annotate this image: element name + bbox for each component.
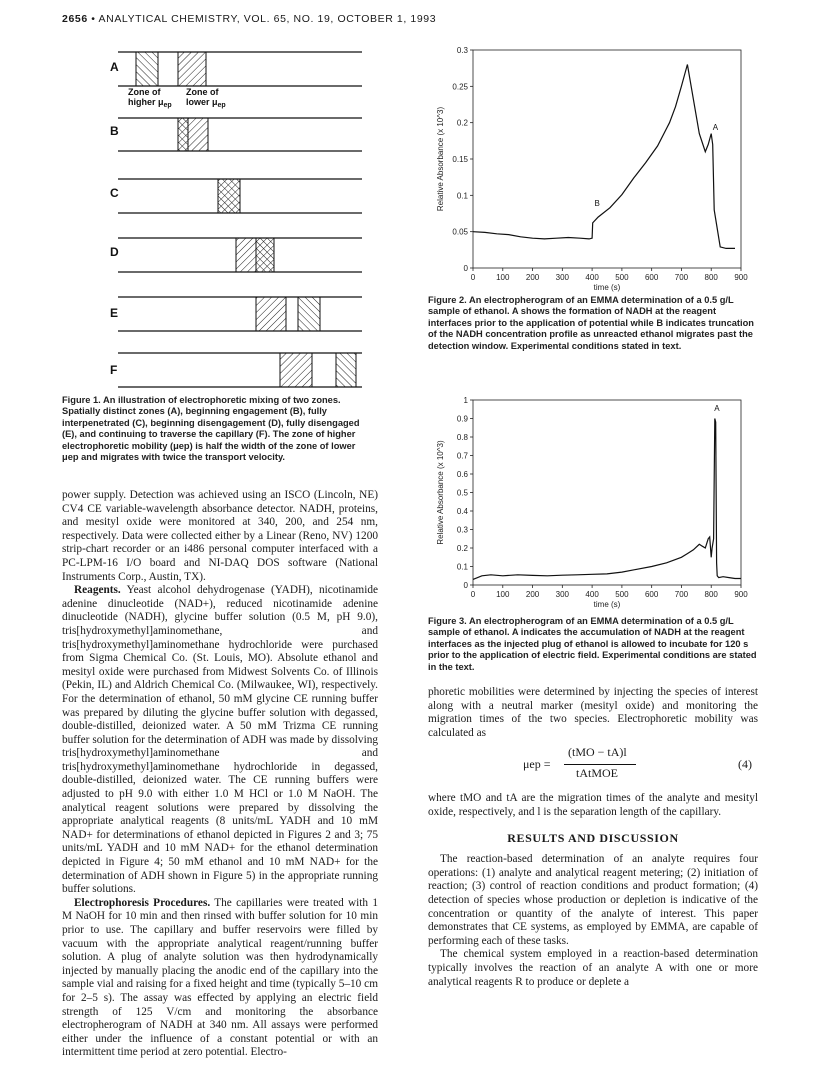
x-tick-label: 300 — [555, 273, 570, 282]
figure-3-caption-label: Figure 3. — [428, 616, 467, 626]
x-axis-label: time (s) — [593, 600, 621, 609]
capillary-f — [118, 353, 362, 387]
y-tick-label: 0.3 — [456, 525, 468, 535]
svg-text:lower μep: lower $\mu_{ep}$ — [186, 97, 226, 109]
y-tick-label: 0.7 — [456, 451, 468, 461]
capillary-c — [118, 179, 362, 213]
paragraph-where: where tMO and tA are the migration times of the analyte and mesityl oxide, respectively, and l is the separation length of the capillary. — [428, 792, 758, 818]
figure-2-caption — [428, 295, 758, 352]
journal-citation: ANALYTICAL CHEMISTRY, VOL. 65, NO. 19, OCTOBER 1, 1993 — [98, 13, 437, 25]
paragraph-reagents — [62, 584, 378, 897]
paragraph-chemical-system: The chemical system employed in a reaction-based determination typically involves the reaction of an analyte A with one or more analytical reagents R to produce or deplete a — [428, 948, 758, 988]
y-axis-label: Relative Absorbance (x 10^3) — [436, 440, 445, 545]
paragraph-detection: power supply. Detection was achieved using an ISCO (Lincoln, NE) CV4 CE variable-wavelength absorbance detector. NADH, proteins, and mesityl oxide were monitored at 340, 200, and 254 nm, respectively. Data were collected either by a Linear (Reno, NV) 1200 strip-chart recorder or an i486 personal computer interfaced with a PC-LPM-16 I/O board and NI-DAQ DOS software (National Instruments Corp., Austin, TX). — [62, 489, 378, 583]
equation-fraction-bar — [564, 764, 636, 765]
reagents-heading: Reagents. — [74, 584, 121, 597]
paragraph-procedures — [62, 897, 378, 1060]
section-heading-results: RESULTS AND DISCUSSION — [507, 830, 679, 845]
data-series-line — [473, 419, 741, 580]
annotation-label: A — [714, 404, 720, 414]
y-tick-label: 1 — [463, 396, 468, 405]
paragraph-operations: The reaction-based determination of an analyte requires four operations: (1) analyte and analytical reagent metering; (2) initiation of reaction; (3) control of reaction conditions and product formation; (4) detection of species whose production or depletion is indicative of the concentration or quantity of the analyte of interest. This paper demonstrates that CE systems, as employed by EMMA, are capable of performing each of these tasks. — [428, 853, 758, 947]
y-tick-label: 0.4 — [456, 507, 468, 516]
capillary-d — [118, 238, 362, 272]
y-tick-label: 0 — [463, 264, 468, 273]
x-tick-label: 300 — [555, 590, 570, 599]
figure-1-caption — [62, 395, 370, 463]
y-tick-label: 0 — [463, 581, 468, 590]
figure-3-chart — [428, 392, 758, 614]
equation-numerator: (tMO − tA)l — [568, 745, 627, 760]
y-tick-label: 0.05 — [452, 227, 468, 237]
reagents-text: Yeast alcohol dehydrogenase (YADH), nicotinamide adenine dinucleotide (NAD+), reduced nicotinamide adenine dinucleotide (NADH), glycine buffer solution (0.5 M, pH 9.0), tris[hydroxymethyl]aminomethane, and tris[hydroxymethyl]aminomethane hydrochloride were purchased from Sigma Chemical Co. (St. Louis, MO). Absolute ethanol and mesityl oxide were purchased from Midwest Solvents Co. of Illinois (Pekin, IL) and Aldrich Chemical Co. (Milwaukee, WI), respectively. For the determination of ethanol, 50 mM glycine CE running buffer was prepared by diluting the glycine buffer solution with degassed, double-distilled, deionized water. A 50 mM Trizma CE running buffer solution for the determination of ADH was made by dissolving tris[hydroxymethyl]aminomethane and tris[hydroxymethyl]aminomethane hydrochloride in degassed, double-distilled, deionized water. The CE running buffers were adjusted to pH 9.0 with either 1.0 M HCl or 1.0 M NaOH. The analytical reagent solutions were prepared by dissolving the appropriate analytical reagents (8 units/mL YADH and 10 mM NAD+ for determinations of ethanol depicted in Figures 2 and 3; 75 units/mL YADH and 10 mM NAD+ for the ethanol determination depicted in Figure 4; 50 mM ethanol and 10 mM NAD+ for the determination of ADH shown in Figure 5) in the appropriate running buffer solutions. — [62, 584, 378, 896]
x-tick-label: 0 — [470, 590, 476, 599]
x-tick-label: 100 — [496, 273, 510, 282]
figure-2-caption-text: An electropherogram of an EMMA determination of a 0.5 g/L sample of ethanol. A shows the formation of NADH at the reagent interfaces prior to the application of potential while B indicates truncation of the NADH concentration profile as unreacted ethanol migrates past the detection window. Experimental conditions stated in text. — [428, 295, 754, 351]
y-tick-label: 0.3 — [456, 46, 468, 55]
figure-3-caption — [428, 616, 758, 673]
capillary-b — [118, 118, 362, 151]
x-tick-label: 600 — [644, 273, 659, 282]
capillary-a — [118, 52, 362, 86]
left-column-body — [62, 489, 378, 1060]
figure-2-caption-label: Figure 2. — [428, 295, 467, 305]
y-tick-label: 0.9 — [456, 414, 468, 424]
y-tick-label: 0.2 — [456, 544, 468, 553]
y-tick-label: 0.6 — [456, 470, 468, 479]
x-tick-label: 200 — [525, 273, 540, 282]
right-column-body — [428, 686, 758, 989]
x-tick-label: 400 — [585, 590, 599, 599]
figure-2 — [428, 40, 758, 295]
y-tick-label: 0.1 — [456, 562, 468, 572]
x-tick-label: 800 — [704, 590, 718, 599]
x-tick-label: 900 — [734, 590, 748, 599]
x-tick-label: 900 — [734, 273, 748, 282]
y-tick-label: 0.5 — [456, 488, 468, 498]
capillary-e — [118, 297, 362, 331]
x-tick-label: 500 — [615, 590, 629, 599]
y-tick-label: 0.15 — [452, 155, 468, 164]
x-axis-label: time (s) — [593, 283, 621, 292]
equation-denominator: tAtMOE — [576, 766, 618, 781]
panel-letter-c: C — [110, 186, 119, 200]
panel-letter-e: E — [110, 306, 119, 320]
figure-1-diagram — [90, 40, 380, 390]
figure-3-caption-text: An electropherogram of an EMMA determination of a 0.5 g/L sample of ethanol. A indicates the accumulation of NADH at the reagent interfaces as the injected plug of ethanol is allowed to incubate for 120 s prior to the application of electric field. Experimental conditions are stated in the text. — [428, 616, 757, 672]
svg-text:Zone of: Zone of — [186, 87, 219, 97]
figure-1 — [90, 40, 380, 390]
equation-lhs: μep = — [523, 757, 551, 772]
y-axis-label: Relative Absorbance (x 10^3) — [436, 106, 445, 212]
x-tick-label: 800 — [704, 273, 718, 282]
equation-number: (4) — [738, 757, 752, 772]
annotation-label: A — [712, 122, 719, 132]
data-series-line — [473, 65, 735, 249]
procedures-text: The capillaries were treated with 1 M NaOH for 10 min and then rinsed with buffer solution for 10 min prior to use. The capillary and buffer reservoirs were filled by vacuum with the appropriate analytical reagent/running buffer solution. A plug of analyte solution was then hydrodynamically injected by manually placing the anodic end of the capillary into the sample vial and raising for a fixed height and time (typically 5–10 cm for 2–5 s). The assay was effected by applying an electric field strength of 125 V/cm and monitoring the absorbance electropherogram of NADH at 340 nm. All assays were performed either under the influence of a constant potential or with an intermittent time period at zero potential. Electro- — [62, 896, 379, 1059]
paragraph-mobility: phoretic mobilities were determined by injecting the species of interest along with a neutral marker (mesityl oxide) and monitoring the migration times of the two species. Electrophoretic mobility was calculated as — [428, 686, 758, 739]
zone-labels — [128, 87, 226, 109]
svg-text:Zone of: Zone of — [128, 87, 161, 97]
panel-letter-f: F — [110, 363, 118, 377]
x-tick-label: 200 — [525, 590, 540, 599]
y-tick-label: 0.2 — [456, 118, 468, 128]
svg-text:higher μep: higher $\mu_{ep}$ — [128, 97, 172, 109]
panel-letter-a: A — [110, 60, 119, 74]
header-bullet: • — [91, 13, 96, 25]
x-tick-label: 600 — [644, 590, 659, 599]
x-tick-label: 700 — [674, 273, 689, 282]
equation-4 — [428, 746, 758, 786]
x-tick-label: 400 — [585, 273, 599, 282]
figure-1-caption-text: An illustration of electrophoretic mixing of two zones. Spatially distinct zones (A), beginning engagement (B), fully interpenetrated (C), beginning disengagement (D), fully disengaged (E), and continuing to traverse the capillary (F). The zone of higher electrophoretic mobility (μep) is half the width of the zone of lower μep and migrates with twice the transport velocity. — [62, 395, 360, 463]
figure-2-chart — [428, 40, 758, 295]
running-header — [62, 13, 436, 25]
page-number: 2656 — [62, 13, 88, 25]
figure-1-caption-label: Figure 1. — [62, 395, 101, 405]
panel-letter-b: B — [110, 124, 119, 138]
procedures-heading: Electrophoresis Procedures. — [74, 896, 211, 909]
figure-3 — [428, 392, 758, 614]
x-tick-label: 100 — [496, 590, 510, 599]
panel-letter-d: D — [110, 245, 119, 259]
y-tick-label: 0.25 — [452, 82, 468, 92]
annotation-label: B — [594, 199, 600, 209]
y-tick-label: 0.1 — [456, 191, 468, 201]
x-tick-label: 0 — [470, 273, 476, 282]
x-tick-label: 500 — [615, 273, 629, 282]
x-tick-label: 700 — [674, 590, 689, 599]
plot-frame — [473, 400, 741, 585]
y-tick-label: 0.8 — [456, 433, 468, 442]
